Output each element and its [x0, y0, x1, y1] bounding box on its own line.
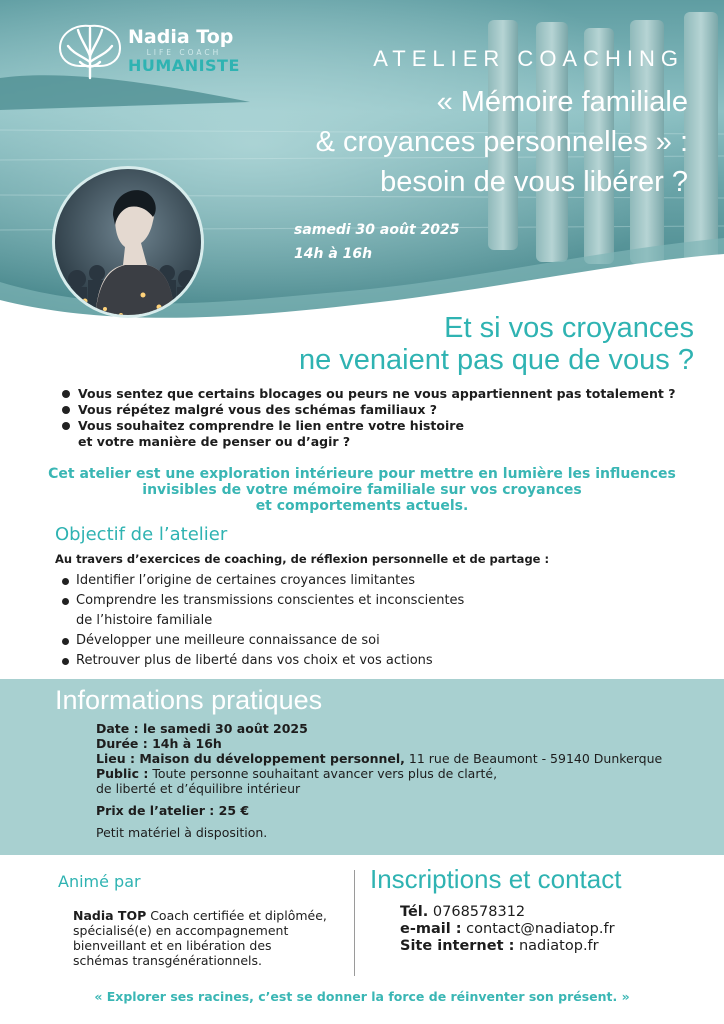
logo-name: Nadia Top: [128, 26, 234, 49]
phone-label: Tél.: [400, 904, 429, 920]
brand-logo: [56, 22, 240, 80]
logo-subtitle: LIFE COACH: [146, 48, 222, 58]
list-item: Développer une meilleure connaissance de soi: [62, 631, 464, 651]
host-text: schémas transgénérationnels.: [73, 953, 263, 968]
info-duration: Durée : 14h à 16h: [96, 736, 222, 751]
host-description: [73, 908, 347, 968]
host-name: Nadia TOP: [73, 908, 147, 923]
practical-info-details: [96, 721, 662, 840]
event-title-line: besoin de vous libérer ?: [380, 166, 688, 198]
info-audience-label: Public :: [96, 766, 149, 781]
objective-lead: Au travers d’exercices de coaching, de réflexion personnelle et de partage :: [55, 552, 550, 566]
list-item: Comprendre les transmissions conscientes et inconscientes: [62, 591, 464, 611]
host-title: Animé par: [58, 872, 141, 891]
intro-line: invisibles de votre mémoire familiale sur vos croyances: [142, 482, 582, 498]
objective-list: [62, 571, 464, 671]
info-location-label: Lieu : Maison du développement personnel,: [96, 751, 405, 766]
contact-title: Inscriptions et contact: [370, 864, 622, 894]
list-item: Vous répétez malgré vous des schémas familiaux ?: [60, 402, 676, 418]
email-link[interactable]: contact@nadiatop.fr: [461, 921, 615, 937]
host-text: bienveillant et en libération des: [73, 938, 272, 953]
info-date: Date : le samedi 30 août 2025: [96, 721, 308, 736]
host-text: spécialisé(e) en accompagnement: [73, 923, 289, 938]
column-divider: [354, 870, 355, 976]
info-audience-value: Toute personne souhaitant avancer vers plus de clarté,: [148, 766, 498, 781]
intro-paragraph: [30, 466, 694, 514]
list-item: Retrouver plus de liberté dans vos choix et vos actions: [62, 651, 464, 671]
info-price: Prix de l’atelier : 25 €: [96, 803, 250, 818]
section-heading-line: ne venaient pas que de vous ?: [298, 344, 694, 376]
website-label: Site internet :: [400, 938, 515, 954]
intro-line: Cet atelier est une exploration intérieure pour mettre en lumière les influences: [48, 466, 676, 482]
closing-quote: « Explorer ses racines, c’est se donner la force de réinventer son présent. »: [94, 989, 630, 1004]
phone-link[interactable]: 0768578312: [428, 904, 526, 920]
event-date: samedi 30 août 2025: [294, 222, 460, 238]
intro-line: et comportements actuels.: [255, 498, 469, 514]
portrait-image: [52, 166, 204, 318]
email-label: e-mail :: [400, 921, 462, 937]
section-heading-line: Et si vos croyances: [444, 312, 694, 344]
list-item: Vous souhaitez comprendre le lien entre votre histoire: [60, 418, 676, 434]
info-audience-value-2: de liberté et d’équilibre intérieur: [96, 781, 301, 796]
event-schedule: [294, 218, 459, 266]
list-item-continuation: de l’histoire familiale: [76, 613, 213, 628]
logo-tagline: HUMANISTE: [128, 55, 240, 75]
practical-info-band: [0, 679, 724, 855]
info-location-value: 11 rue de Beaumont - 59140 Dunkerque: [404, 751, 663, 766]
event-time: 14h à 16h: [294, 246, 373, 262]
practical-info-title: Informations pratiques: [55, 685, 323, 715]
info-materials: Petit matériel à disposition.: [96, 825, 268, 840]
contact-details: [400, 904, 615, 955]
event-title-line: « Mémoire familiale: [436, 86, 688, 118]
objective-title: Objectif de l’atelier: [55, 524, 228, 545]
list-item: Vous sentez que certains blocages ou peurs ne vous appartiennent pas totalement ?: [60, 386, 676, 402]
event-title-line: & croyances personnelles » :: [315, 126, 688, 158]
website-link[interactable]: nadiatop.fr: [514, 938, 599, 954]
event-kicker: ATELIER COACHING: [373, 46, 684, 71]
section-heading: [299, 312, 694, 376]
list-item: Identifier l’origine de certaines croyances limitantes: [62, 571, 464, 591]
tree-brain-icon: [56, 22, 124, 80]
event-title: [128, 82, 688, 202]
question-list: [60, 386, 676, 450]
list-item-continuation: et votre manière de penser ou d’agir ?: [78, 434, 351, 449]
host-text: Coach certifiée et diplômée,: [146, 908, 327, 923]
